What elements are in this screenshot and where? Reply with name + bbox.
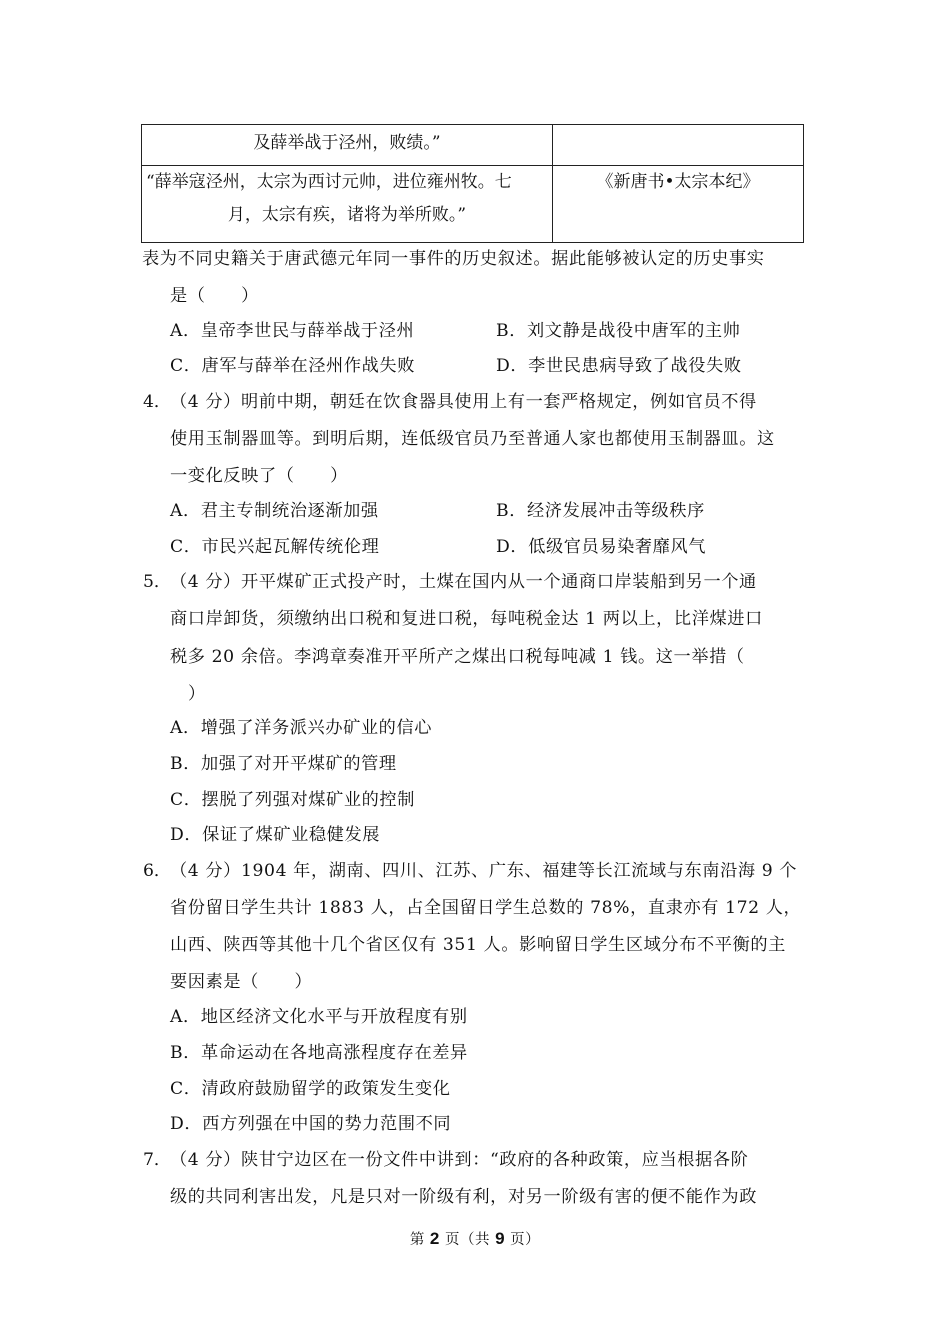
question-text: 省份留日学生共计 1883 人，占全国留日学生总数的 78%，直隶亦有 172 人，	[170, 898, 802, 918]
table-cell	[142, 166, 553, 243]
footer-suffix: 页）	[505, 1232, 541, 1248]
question-number: 5．	[143, 572, 172, 592]
option-a: A．地区经济文化水平与开放程度有别	[170, 1007, 468, 1027]
option-a: A．皇帝李世民与薛举战于泾州	[170, 321, 415, 341]
table-cell	[553, 125, 804, 166]
option-d: D．低级官员易染奢靡风气	[496, 537, 707, 557]
option-c: C．唐军与薛举在泾州作战失败	[170, 356, 415, 376]
option-c: C．市民兴起瓦解传统伦理	[170, 537, 380, 557]
current-page-number: 2	[429, 1229, 440, 1248]
total-page-number: 9	[495, 1229, 506, 1248]
question-text: 级的共同利害出发，凡是只对一阶级有利，对另一阶级有害的便不能作为政	[170, 1187, 757, 1207]
option-a: A．增强了洋务派兴办矿业的信心	[170, 718, 433, 738]
question-text: （4 分）陕甘宁边区在一份文件中讲到：“政府的各种政策，应当根据各阶	[170, 1150, 749, 1170]
question-text: （4 分）1904 年，湖南、四川、江苏、广东、福建等长江流域与东南沿海 9 个	[170, 861, 798, 881]
table-text: 及薛举战于泾州，败绩。”	[253, 133, 441, 153]
question-text: 要因素是（ ）	[170, 972, 313, 992]
question-number: 7．	[143, 1150, 172, 1170]
question-text: 表为不同史籍关于唐武德元年同一事件的历史叙述。据此能够被认定的历史事实	[142, 249, 765, 269]
option-b: B．加强了对开平煤矿的管理	[170, 754, 397, 774]
footer-middle: 页（共	[439, 1232, 496, 1248]
table-row	[142, 166, 804, 243]
source-table	[141, 124, 804, 243]
question-text: 税多 20 余倍。李鸿章奏准开平所产之煤出口税每吨减 1 钱。这一举措（	[170, 647, 745, 667]
page-footer	[0, 1228, 950, 1249]
question-text: 商口岸卸货，须缴纳出口税和复进口税，每吨税金达 1 两以上，比洋煤进口	[170, 609, 763, 629]
option-c: C．清政府鼓励留学的政策发生变化	[170, 1079, 451, 1099]
table-text: 月，太宗有疾，诸将为举所败。”	[227, 205, 467, 225]
option-a: A．君主专制统治逐渐加强	[170, 501, 379, 521]
question-text: 使用玉制器皿等。到明后期，连低级官员乃至普通人家也都使用玉制器皿。这	[170, 429, 775, 449]
question-text: 一变化反映了（ ）	[170, 466, 348, 486]
question-text: 是（ ）	[170, 286, 259, 306]
option-d: D．保证了煤矿业稳健发展	[170, 825, 381, 845]
question-text: （4 分）明前中期，朝廷在饮食器具使用上有一套严格规定，例如官员不得	[170, 392, 757, 412]
table-cell	[553, 166, 804, 243]
table-text: “薛举寇泾州，太宗为西讨元帅，进位雍州牧。七	[146, 172, 512, 192]
question-text: 山西、陕西等其他十几个省区仅有 351 人。影响留日学生区域分布不平衡的主	[170, 935, 786, 955]
question-text: （4 分）开平煤矿正式投产时，土煤在国内从一个通商口岸装船到另一个通	[170, 572, 757, 592]
table-row	[142, 125, 804, 166]
question-number: 6．	[143, 861, 172, 881]
option-d: D．李世民患病导致了战役失败	[496, 356, 742, 376]
option-b: B．刘文静是战役中唐军的主帅	[496, 321, 741, 341]
option-b: B．经济发展冲击等级秩序	[496, 501, 705, 521]
question-number: 4．	[143, 392, 172, 412]
option-b: B．革命运动在各地高涨程度存在差异	[170, 1043, 468, 1063]
option-d: D．西方列强在中国的势力范围不同	[170, 1114, 452, 1134]
question-text: ）	[188, 684, 206, 704]
option-c: C．摆脱了列强对煤矿业的控制	[170, 790, 415, 810]
footer-prefix: 第	[409, 1232, 430, 1248]
table-source: 《新唐书•太宗本纪》	[596, 172, 760, 192]
table-cell	[142, 125, 553, 166]
